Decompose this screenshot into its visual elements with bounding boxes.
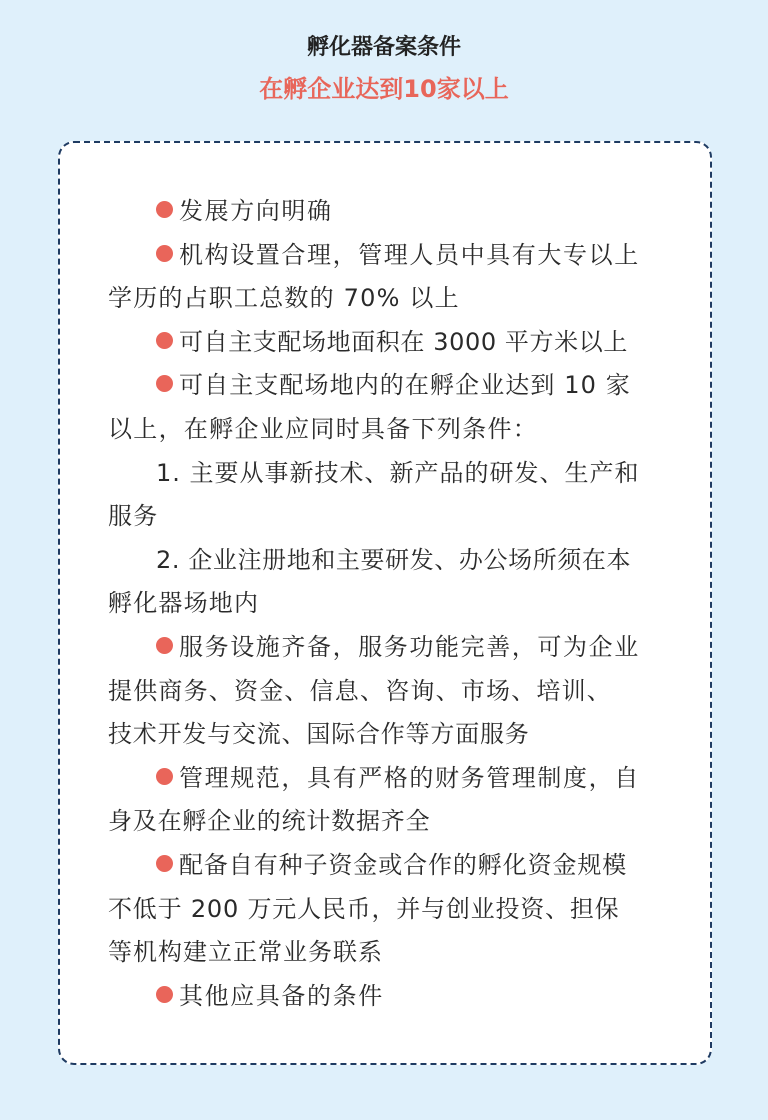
red-dot-icon — [156, 201, 173, 218]
condition-continuation: 提供商务、资金、信息、咨询、市场、培训、 — [108, 676, 612, 705]
condition-continuation: 身及在孵企业的统计数据齐全 — [108, 807, 431, 836]
condition-text: 服务设施齐备，服务功能完善，可为企业 — [179, 632, 640, 661]
condition-continuation: 学历的占职工总数的 70% 以上 — [108, 284, 460, 313]
conditions-list — [108, 190, 664, 1018]
red-dot-icon — [156, 637, 173, 654]
red-dot-icon — [156, 986, 173, 1003]
red-dot-icon — [156, 768, 173, 785]
condition-item — [108, 321, 664, 365]
sub-condition-item: 2. 企业注册地和主要研发、办公场所须在本 — [156, 545, 632, 574]
red-dot-icon — [156, 375, 173, 392]
red-dot-icon — [156, 332, 173, 349]
condition-item — [108, 234, 664, 278]
condition-item — [108, 757, 664, 801]
condition-continuation: 等机构建立正常业务联系 — [108, 938, 383, 967]
condition-text: 配备自有种子资金或合作的孵化资金规模 — [179, 850, 628, 879]
condition-text: 机构设置合理，管理人员中具有大专以上 — [179, 240, 640, 269]
condition-continuation: 技术开发与交流、国际合作等方面服务 — [108, 720, 530, 749]
page-subtitle: 在孵企业达到10家以上 — [259, 75, 509, 103]
condition-text: 可自主支配场地内的在孵企业达到 10 家 — [179, 371, 631, 400]
condition-text: 发展方向明确 — [179, 197, 333, 225]
condition-continuation: 不低于 200 万元人民币，并与创业投资、担保 — [108, 894, 620, 923]
condition-item — [108, 975, 664, 1019]
condition-item — [108, 190, 664, 234]
sub-condition-continuation: 服务 — [108, 502, 159, 531]
condition-item — [108, 844, 664, 888]
condition-text: 可自主支配场地面积在 3000 平方米以上 — [179, 327, 628, 356]
sub-condition-item: 1. 主要从事新技术、新产品的研发、生产和 — [156, 458, 640, 487]
condition-text: 管理规范，具有严格的财务管理制度，自 — [179, 763, 640, 792]
condition-item — [108, 626, 664, 670]
page-title: 孵化器备案条件 — [306, 35, 461, 60]
condition-continuation: 以上，在孵企业应同时具备下列条件： — [108, 414, 539, 443]
sub-condition-continuation: 孵化器场地内 — [108, 589, 260, 618]
condition-item — [108, 364, 664, 408]
condition-text: 其他应具备的条件 — [179, 981, 384, 1010]
red-dot-icon — [156, 245, 173, 262]
red-dot-icon — [156, 855, 173, 872]
